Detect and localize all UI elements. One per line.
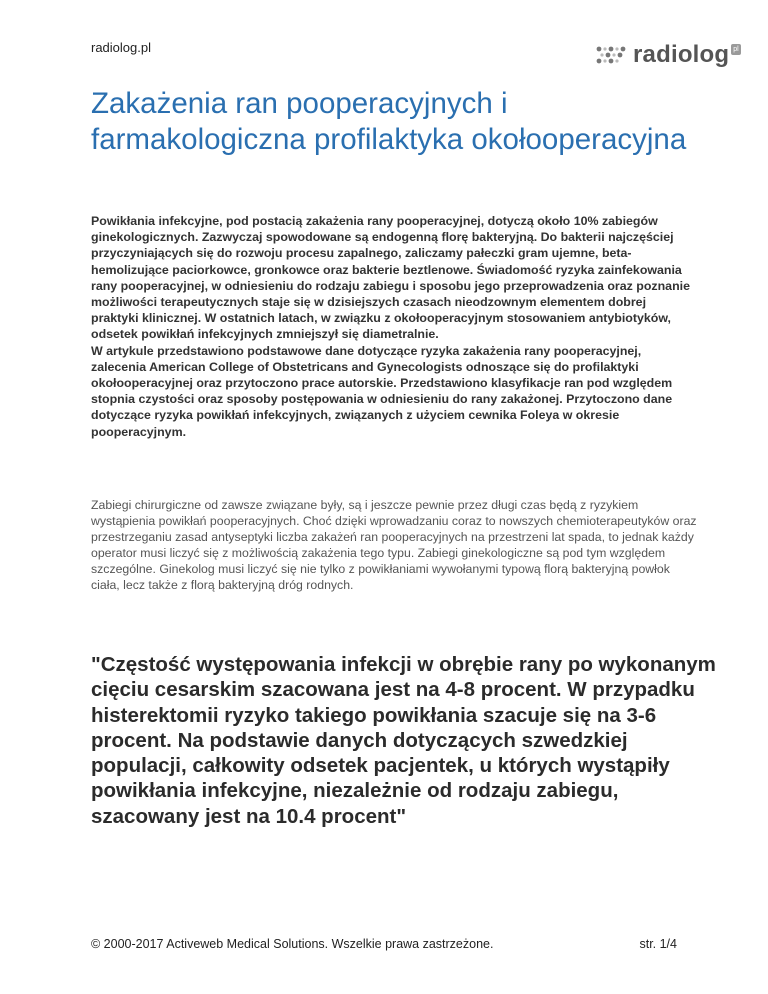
footer-copyright: © 2000-2017 Activeweb Medical Solutions. Wszelkie prawa zastrzeżone. <box>91 937 494 951</box>
logo-text: radiolog <box>633 41 730 68</box>
radiolog-logo <box>595 43 741 67</box>
dots-logo-icon <box>595 44 631 66</box>
article-body: Zabiegi chirurgiczne od zawsze związane były, są i jeszcze pewnie przez długi czas będą z ryzykiem wystąpienia powikłań pooperacyjnych. Choć dzięki wprowadzaniu coraz to nowszych chemioterapeutyków oraz przestrzeganiu zasad antyseptyki liczba zakażeń ran pooperacyjnych na przestrzeni lat spada, to jednak każdy operator musi liczyć się z możliwością zakażenia tego typu. Zabiegi ginekologiczne są pod tym względem szczególne. Ginekolog musi liczyć się nie tylko z powikłaniami wywołanymi typową florą bakteryjną powłok ciała, lecz także z florą bakteryjną dróg rodnych. <box>91 498 697 592</box>
article-abstract: Powikłania infekcyjne, pod postacią zakażenia rany pooperacyjnej, dotyczą około 10% zabiegów ginekologicznych. Zazwyczaj spowodowane są endogenną florę bakteryjną. Do bakterii najczęściej przyczyniających się do rozwoju procesu zapalnego, zaliczamy pałeczki gram ujemne, beta-hemolizujące paciorkowce, gronkowce oraz bakterie beztlenowe. Świadomość ryzyka zainfekowania rany pooperacyjnej, w odniesieniu do rodzaju zabiegu i sposobu jego przeprowadzenia oraz poznanie możliwości terapeutycznych staje się w dzisiejszych czasach nieodzownym elementem dobrej praktyki klinicznej. W ostatnich latach, w związku z okołooperacyjnym stosowaniem antybiotyków, odsetek powikłań infekcyjnych zmniejszył się diametralnie. W artykule przedstawiono podstawowe dane dotyczące ryzyka zakażenia rany pooperacyjnej, zalecenia American College of Obstetricans and Gynecologists odnoszące się do profilaktyki okołooperacyjnej oraz przytoczono prace autorskie. Przedstawiono klasyfikacje ran pod względem stopnia czystości oraz sposoby postępowania w odniesieniu do rany zakażonej. Przytoczono dane dotyczące ryzyka powikłań infekcyjnych, związanych z użyciem cewnika Foleya w okresie pooperacyjnym. <box>91 214 690 439</box>
site-name: radiolog.pl <box>91 40 151 55</box>
pull-quote: "Częstość występowania infekcji w obrębie rany po wykonanym cięciu cesarskim szacowana jest na 4-8 procent. W przypadku histerektomii ryzyko takiego powikłania szacuje się na 3-6 procent. Na podstawie danych dotyczących szwedzkiej populacji, całkowity odsetek pacjentek, u których wystąpiły powikłania infekcyjne, niezależnie od rodzaju zabiegu, szacowany jest na 10.4 procent" <box>91 653 716 828</box>
logo-badge: pl <box>733 46 739 53</box>
article-title: Zakażenia ran pooperacyjnych i farmakologiczna profilaktyka okołooperacyjna <box>91 87 687 156</box>
page-number: str. 1/4 <box>639 937 677 951</box>
